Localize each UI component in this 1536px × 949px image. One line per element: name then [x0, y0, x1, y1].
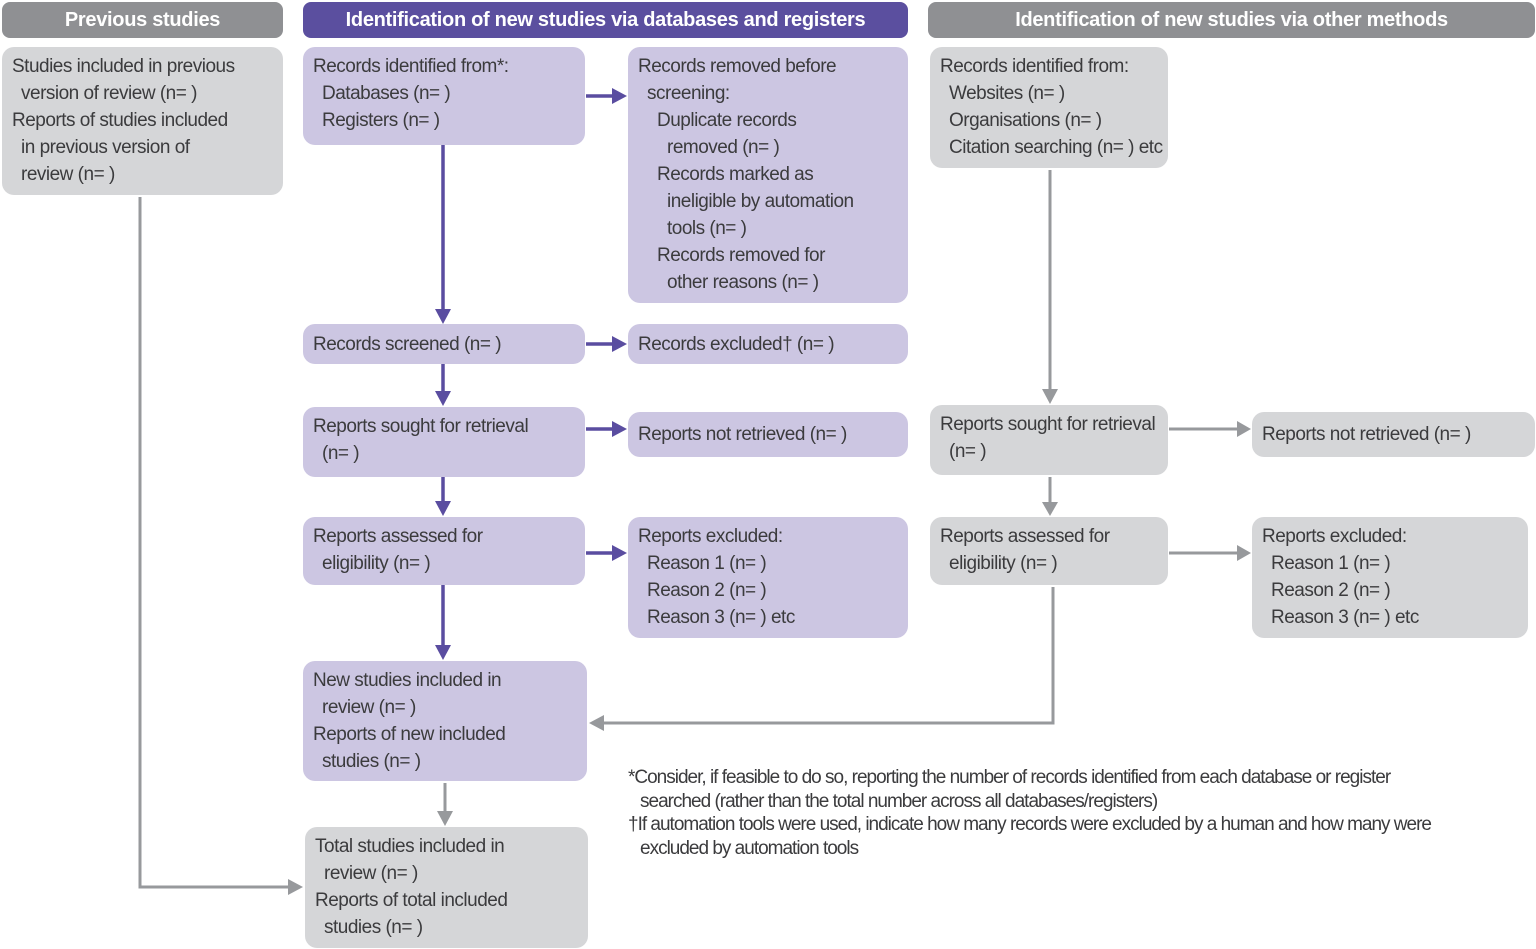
text-line: Records removed before [638, 56, 837, 77]
box-reports-not-retrieved-other [1252, 412, 1535, 457]
footnote-line: †If automation tools were used, indicate how many records were excluded by a human and how many were [628, 814, 1431, 835]
footnote-line: excluded by automation tools [640, 837, 859, 859]
text-line: removed (n= ) [667, 137, 780, 158]
text-line: Reason 3 (n= ) etc [647, 607, 795, 628]
text-line: Reports excluded: [638, 526, 783, 547]
text-line: Citation searching (n= ) etc [949, 137, 1163, 158]
box-records-screened [303, 324, 585, 364]
text-line: eligibility (n= ) [322, 553, 431, 574]
text-line: tools (n= ) [667, 218, 747, 239]
box-reports-excluded-other [1252, 517, 1528, 638]
text-line: Reports excluded: [1262, 526, 1407, 547]
text-line: Records identified from: [940, 56, 1129, 77]
footnote-line: *Consider, if feasible to do so, reporting the number of records identified from each database or register [628, 767, 1391, 788]
text-line: Websites (n= ) [949, 83, 1065, 104]
text-line: screening: [647, 83, 730, 104]
text-line: Reports sought for retrieval [313, 416, 529, 437]
text-line: studies (n= ) [322, 751, 421, 772]
text-line: Duplicate records [657, 110, 797, 131]
text-line: Reports of studies included [12, 110, 228, 131]
text-line: Organisations (n= ) [949, 110, 1102, 131]
text-line: Registers (n= ) [322, 110, 440, 131]
text-line: Databases (n= ) [322, 83, 451, 104]
column-header-databases-registers: Identification of new studies via databases and registers [303, 2, 908, 38]
text-line: Reports not retrieved (n= ) [638, 424, 847, 445]
text-line: Reason 3 (n= ) etc [1271, 607, 1419, 628]
text-line: Records identified from*: [313, 56, 509, 77]
text-line: Reason 2 (n= ) [647, 580, 767, 601]
text-line: (n= ) [322, 443, 360, 464]
text-line: ineligible by automation [667, 191, 854, 212]
footnotes [628, 766, 1533, 860]
text-line: Reports not retrieved (n= ) [1262, 424, 1471, 445]
box-reports-not-retrieved-databases [628, 412, 908, 457]
text-line: New studies included in [313, 670, 502, 691]
text-line: Reason 1 (n= ) [1271, 553, 1391, 574]
box-previous-studies-included [2, 47, 283, 195]
text-line: (n= ) [949, 441, 987, 462]
text-line: Reason 2 (n= ) [1271, 580, 1391, 601]
box-reports-assessed-eligibility-databases [303, 517, 585, 585]
text-line: eligibility (n= ) [949, 553, 1058, 574]
text-line: Reports of total included [315, 890, 508, 911]
text-line: Studies included in previous [12, 56, 235, 77]
box-total-studies-included [305, 827, 588, 948]
box-reports-assessed-eligibility-other [930, 517, 1168, 585]
column-header-previous-studies: Previous studies [2, 2, 283, 38]
text-line: review (n= ) [322, 697, 416, 718]
text-line: other reasons (n= ) [667, 272, 819, 293]
box-new-studies-included [303, 661, 587, 781]
box-records-identified-databases [303, 47, 585, 145]
box-records-excluded [628, 324, 908, 364]
box-reports-sought-retrieval-other [930, 405, 1168, 475]
footnote-line: searched (rather than the total number across all databases/registers) [640, 790, 1158, 812]
box-reports-excluded-databases [628, 517, 908, 638]
text-line: Reports sought for retrieval [940, 414, 1156, 435]
text-line: studies (n= ) [324, 917, 423, 938]
text-line: Reports assessed for [313, 526, 483, 547]
text-line: Records screened (n= ) [313, 333, 502, 355]
text-line: review (n= ) [21, 164, 115, 185]
text-line: Records removed for [657, 245, 825, 266]
box-records-identified-other [930, 47, 1168, 168]
column-header-other-methods: Identification of new studies via other methods [928, 2, 1535, 38]
text-line: Reports assessed for [940, 526, 1110, 547]
text-line: Records excluded† (n= ) [638, 333, 835, 355]
box-reports-sought-retrieval-databases [303, 407, 585, 477]
text-line: Reason 1 (n= ) [647, 553, 767, 574]
text-line: review (n= ) [324, 863, 418, 884]
text-line: version of review (n= ) [21, 83, 197, 104]
text-line: in previous version of [21, 137, 190, 158]
text-line: Total studies included in [315, 836, 505, 857]
text-line: Records marked as [657, 164, 814, 185]
box-records-removed-before-screening [628, 47, 908, 303]
text-line: Reports of new included [313, 724, 506, 745]
